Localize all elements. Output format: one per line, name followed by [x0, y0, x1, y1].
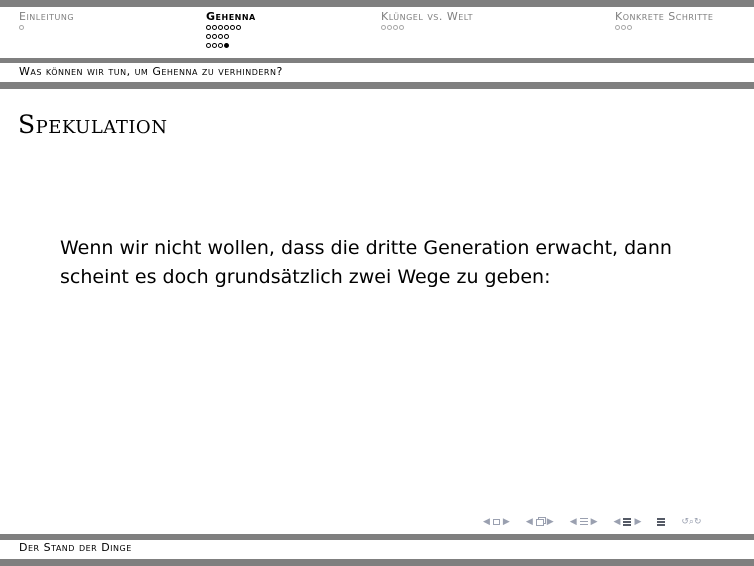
footer-bottom-bar: [0, 559, 754, 566]
frame-dot[interactable]: [615, 25, 620, 30]
subsection-bar: [0, 82, 754, 89]
frame-dots-row: [206, 32, 256, 41]
current-frame-dot[interactable]: [224, 43, 229, 48]
frame-dot[interactable]: [224, 34, 229, 39]
subsection-nav-icon[interactable]: [580, 518, 588, 526]
nav-section-title[interactable]: Gehenna: [206, 10, 256, 23]
nav-section-title[interactable]: Konkrete Schritte: [615, 10, 714, 23]
frame-dot[interactable]: [393, 25, 398, 30]
frame-dot[interactable]: [206, 34, 211, 39]
arrow-right-icon[interactable]: ▶: [502, 517, 510, 527]
frame-dots: [381, 23, 473, 32]
arrow-right-icon[interactable]: ▶: [546, 517, 554, 527]
beamer-navigation-symbols: [483, 515, 702, 529]
frame-dots-row: [206, 23, 256, 32]
frame-dot[interactable]: [212, 43, 217, 48]
frame-dot[interactable]: [387, 25, 392, 30]
arrow-right-icon[interactable]: ▶: [590, 517, 598, 527]
arrow-left-icon[interactable]: ◀: [525, 517, 533, 527]
arrow-right-icon[interactable]: ▶: [634, 517, 642, 527]
frame-title: Spekulation: [18, 110, 168, 139]
frame-dot[interactable]: [224, 25, 229, 30]
frame-dot[interactable]: [236, 25, 241, 30]
frame-dots-row: [19, 23, 74, 32]
nav-section-title[interactable]: Einleitung: [19, 10, 75, 23]
frame-dot[interactable]: [212, 34, 217, 39]
footer-bar: [0, 534, 754, 540]
frame-nav-icon[interactable]: [536, 519, 544, 526]
frame-dot[interactable]: [381, 25, 386, 30]
nav-section-kluengel[interactable]: [381, 11, 473, 32]
frame-dots: [19, 23, 74, 32]
frame-dot[interactable]: [621, 25, 626, 30]
frame-dot[interactable]: [399, 25, 404, 30]
nav-section-title[interactable]: Klüngel vs. Welt: [381, 10, 474, 23]
frame-dot[interactable]: [218, 25, 223, 30]
search-icon[interactable]: ↺⌕↻: [681, 517, 702, 527]
frame-dot[interactable]: [19, 25, 24, 30]
frame-dot[interactable]: [206, 25, 211, 30]
header-top-bar: [0, 0, 754, 7]
frame-dot[interactable]: [230, 25, 235, 30]
frame-dot[interactable]: [206, 43, 211, 48]
arrow-left-icon[interactable]: ◀: [483, 517, 490, 527]
nav-section-konkrete-schritte[interactable]: [615, 11, 713, 32]
frame-dot[interactable]: [212, 25, 217, 30]
arrow-left-icon[interactable]: ◀: [569, 517, 577, 527]
section-nav-icon[interactable]: [623, 518, 631, 526]
nav-section-gehenna[interactable]: [206, 11, 256, 50]
frame-dots: [615, 23, 713, 32]
frame-dots-row: [615, 23, 713, 32]
body-text: Wenn wir nicht wollen, dass die dritte Generation erwacht, dann scheint es doch grundsätzlich zwei Wege zu geben:: [60, 237, 672, 288]
arrow-left-icon[interactable]: ◀: [613, 517, 621, 527]
frame-dot[interactable]: [627, 25, 632, 30]
subsection-title: Was können wir tun, um Gehenna zu verhindern?: [19, 65, 283, 78]
header-divider-bar: [0, 58, 754, 63]
frame-dots-row: [381, 23, 473, 32]
slide-nav-icon[interactable]: [493, 519, 500, 525]
footer-text: Der Stand der Dinge: [19, 541, 132, 554]
frame-dots-row: [206, 41, 256, 50]
frame-dots: [206, 23, 256, 50]
frame-dot[interactable]: [218, 43, 223, 48]
nav-section-einleitung[interactable]: [19, 11, 74, 32]
presentation-nav-icon[interactable]: [657, 518, 665, 526]
section-navigation: [0, 7, 754, 59]
frame-dot[interactable]: [218, 34, 223, 39]
